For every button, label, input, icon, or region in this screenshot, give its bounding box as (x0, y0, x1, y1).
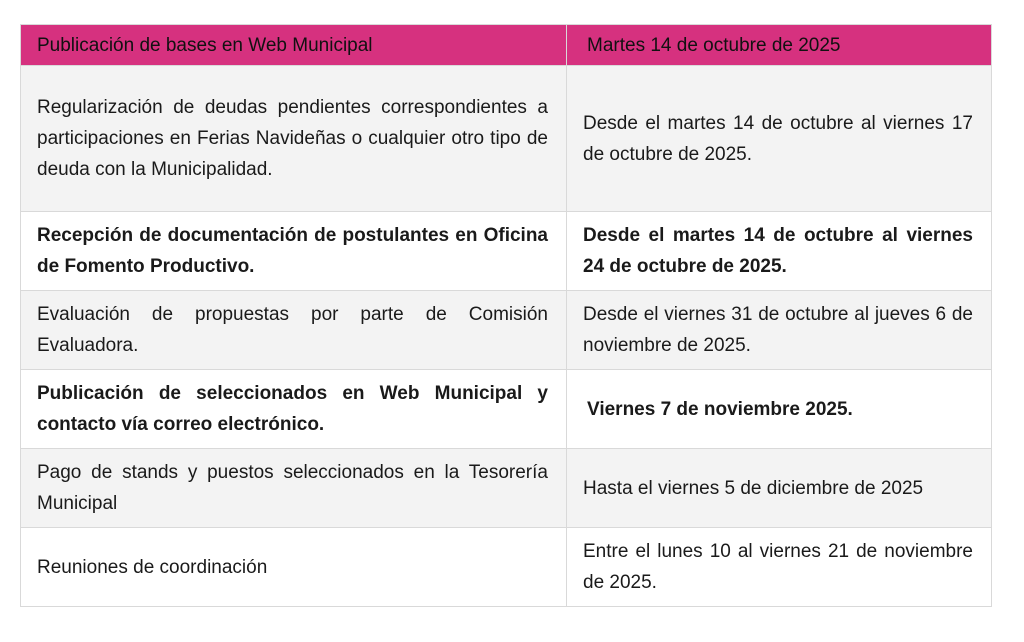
schedule-table (20, 24, 992, 607)
table-row (21, 291, 992, 370)
date-cell: Viernes 7 de noviembre 2025. (567, 370, 992, 449)
activity-cell: Regularización de deudas pendientes correspondientes a participaciones en Ferias Navideñas o cualquier otro tipo de deuda con la Municipalidad. (21, 66, 567, 212)
table-row (21, 212, 992, 291)
date-cell: Hasta el viernes 5 de diciembre de 2025 (567, 449, 992, 528)
date-cell: Entre el lunes 10 al viernes 21 de noviembre de 2025. (567, 528, 992, 607)
header-activity-cell: Publicación de bases en Web Municipal (21, 25, 567, 66)
table-row (21, 66, 992, 212)
date-cell: Desde el viernes 31 de octubre al jueves 6 de noviembre de 2025. (567, 291, 992, 370)
header-date-cell: Martes 14 de octubre de 2025 (567, 25, 992, 66)
table-row (21, 370, 992, 449)
activity-cell: Recepción de documentación de postulantes en Oficina de Fomento Productivo. (21, 212, 567, 291)
table-row (21, 528, 992, 607)
table-row (21, 449, 992, 528)
date-cell: Desde el martes 14 de octubre al viernes 24 de octubre de 2025. (567, 212, 992, 291)
activity-cell: Publicación de seleccionados en Web Municipal y contacto vía correo electrónico. (21, 370, 567, 449)
activity-cell: Evaluación de propuestas por parte de Comisión Evaluadora. (21, 291, 567, 370)
activity-cell: Reuniones de coordinación (21, 528, 567, 607)
schedule-document (20, 24, 991, 607)
date-cell: Desde el martes 14 de octubre al viernes 17 de octubre de 2025. (567, 66, 992, 212)
table-header-row (21, 25, 992, 66)
activity-cell: Pago de stands y puestos seleccionados en la Tesorería Municipal (21, 449, 567, 528)
